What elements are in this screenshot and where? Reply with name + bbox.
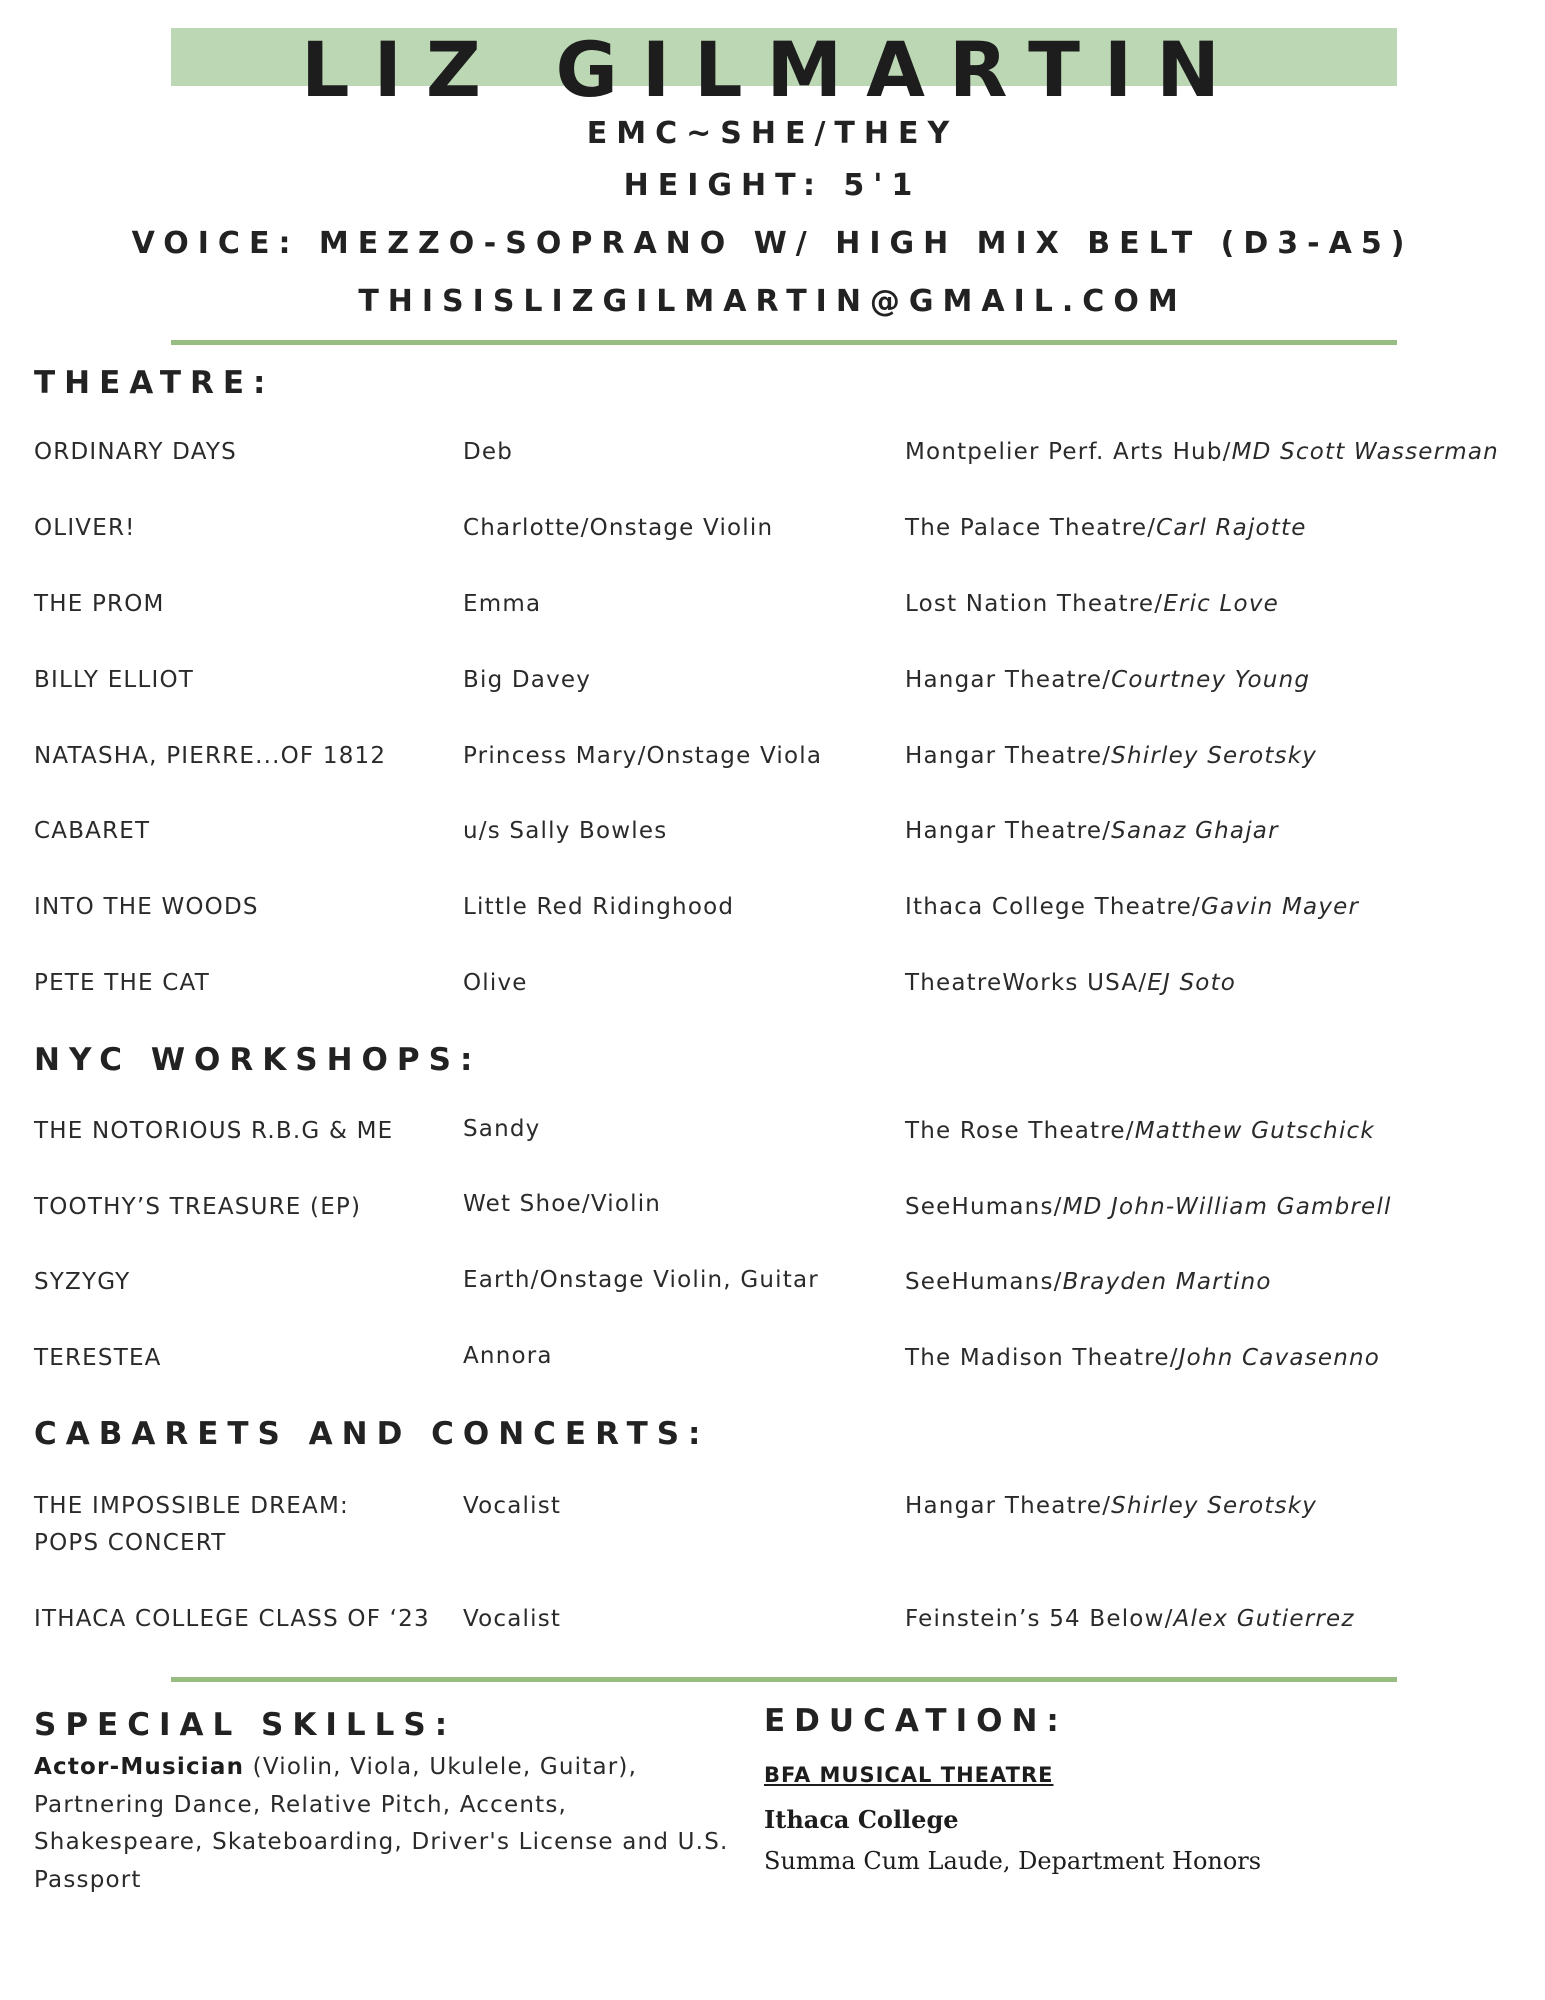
performer-name: LIZ GILMARTIN [301, 25, 1244, 114]
role: Sandy [463, 1116, 541, 1142]
venue: SeeHumans/ [905, 1269, 1063, 1295]
show-title-line2: POPS CONCERT [34, 1530, 227, 1556]
role: Charlotte/Onstage Violin [463, 515, 774, 541]
director: MD John-William Gambrell [1062, 1194, 1392, 1220]
show-title: TOOTHY’S TREASURE (EP) [34, 1194, 362, 1220]
school: Ithaca College [764, 1805, 959, 1834]
show-title: TERESTEA [34, 1345, 162, 1371]
role: Earth/Onstage Violin, Guitar [463, 1267, 819, 1293]
credit-row [0, 434, 1545, 474]
credit-row [0, 965, 1545, 1005]
credit-row [0, 1340, 1545, 1380]
venue: TheatreWorks USA/ [905, 970, 1148, 996]
role: Olive [463, 970, 528, 996]
credit-row [0, 813, 1545, 853]
height: HEIGHT: 5'1 [623, 168, 922, 203]
venue-director [905, 1113, 1375, 1149]
show-title: ORDINARY DAYS [34, 439, 237, 465]
skills-instruments: (Violin, Viola, Ukulele, Guitar), [244, 1754, 638, 1780]
credit-row [0, 1264, 1545, 1304]
education-heading: EDUCATION: [764, 1703, 1068, 1739]
director: EJ Soto [1147, 970, 1237, 996]
email[interactable]: THISISLIZGILMARTIN@GMAIL.COM [358, 284, 1187, 319]
role: Deb [463, 439, 514, 465]
show-title: OLIVER! [34, 515, 136, 541]
venue-director [905, 662, 1310, 698]
skills-line [34, 1749, 734, 1787]
show-title: SYZYGY [34, 1269, 131, 1295]
credit-row [0, 1113, 1545, 1153]
director: Shirley Serotsky [1111, 743, 1318, 769]
show-title: THE IMPOSSIBLE DREAM: [34, 1493, 349, 1519]
venue: The Madison Theatre/ [905, 1345, 1179, 1371]
role: Emma [463, 591, 542, 617]
header-divider [171, 340, 1397, 345]
venue: Feinstein’s 54 Below/ [905, 1606, 1174, 1632]
director: Brayden Martino [1062, 1269, 1272, 1295]
show-title: THE PROM [34, 591, 165, 617]
venue: Hangar Theatre/ [905, 667, 1112, 693]
credit-row [0, 662, 1545, 702]
venue: Montpelier Perf. Arts Hub/ [905, 439, 1232, 465]
workshops-heading: NYC WORKSHOPS: [34, 1042, 482, 1078]
venue: Hangar Theatre/ [905, 743, 1112, 769]
director: Sanaz Ghajar [1111, 818, 1279, 844]
skills-heading: SPECIAL SKILLS: [34, 1707, 457, 1743]
venue-director [905, 813, 1279, 849]
show-title: BILLY ELLIOT [34, 667, 194, 693]
union-pronouns: EMC~SHE/THEY [586, 116, 959, 151]
show-title: ITHACA COLLEGE CLASS OF ‘23 [34, 1606, 430, 1632]
venue: Hangar Theatre/ [905, 1493, 1112, 1519]
director: Eric Love [1163, 591, 1279, 617]
credit-row [0, 738, 1545, 778]
credit-row [0, 1601, 1545, 1641]
skills-text [34, 1749, 734, 1899]
venue: Hangar Theatre/ [905, 818, 1112, 844]
venue-director [905, 1340, 1380, 1376]
credit-row [0, 510, 1545, 550]
skills-line: Shakespeare, Skateboarding, Driver's License and U.S. [34, 1829, 729, 1855]
venue-director [905, 1189, 1392, 1225]
venue: The Rose Theatre/ [905, 1118, 1135, 1144]
venue-director [905, 738, 1317, 774]
show-title: CABARET [34, 818, 151, 844]
venue-director [905, 434, 1499, 470]
role: u/s Sally Bowles [463, 818, 668, 844]
role: Wet Shoe/Violin [463, 1191, 662, 1217]
skills-bold: Actor-Musician [34, 1754, 245, 1780]
director: Alex Gutierrez [1173, 1606, 1355, 1632]
venue-director [905, 510, 1307, 546]
director: MD Scott Wasserman [1231, 439, 1499, 465]
skills-line: Partnering Dance, Relative Pitch, Accents, [34, 1791, 568, 1818]
degree: BFA MUSICAL THEATRE [764, 1763, 1054, 1787]
director: Shirley Serotsky [1111, 1493, 1318, 1519]
role: Annora [463, 1343, 553, 1369]
venue-director [905, 586, 1279, 622]
director: Matthew Gutschick [1134, 1118, 1375, 1144]
honors: Summa Cum Laude, Department Honors [764, 1847, 1262, 1875]
show-title: NATASHA, PIERRE...OF 1812 [34, 743, 387, 769]
theatre-heading: THEATRE: [34, 365, 275, 401]
show-title: PETE THE CAT [34, 970, 210, 996]
venue-director [905, 1488, 1317, 1524]
credit-row [0, 889, 1545, 929]
footer-divider [171, 1677, 1397, 1682]
role: Princess Mary/Onstage Viola [463, 743, 823, 769]
credit-row [0, 1189, 1545, 1229]
venue: Lost Nation Theatre/ [905, 591, 1164, 617]
venue: The Palace Theatre/ [905, 515, 1157, 541]
role: Little Red Ridinghood [463, 894, 735, 920]
venue-director [905, 1601, 1355, 1637]
venue-director [905, 965, 1236, 1001]
venue-director [905, 1264, 1272, 1300]
venue: Ithaca College Theatre/ [905, 894, 1201, 920]
show-title: THE NOTORIOUS R.B.G & ME [34, 1118, 394, 1144]
voice-type: VOICE: MEZZO-SOPRANO W/ HIGH MIX BELT (D3-A5) [131, 226, 1414, 261]
director: Courtney Young [1111, 667, 1311, 693]
director: Gavin Mayer [1201, 894, 1360, 920]
director: Carl Rajotte [1156, 515, 1307, 541]
role: Big Davey [463, 667, 592, 693]
role: Vocalist [463, 1493, 562, 1519]
venue: SeeHumans/ [905, 1194, 1063, 1220]
role: Vocalist [463, 1606, 562, 1632]
credit-row [0, 586, 1545, 626]
show-title: INTO THE WOODS [34, 894, 259, 920]
skills-line: Passport [34, 1866, 142, 1893]
director: John Cavasenno [1178, 1345, 1381, 1371]
venue-director [905, 889, 1359, 925]
credit-row [0, 1488, 1545, 1568]
cabarets-heading: CABARETS AND CONCERTS: [34, 1416, 710, 1452]
